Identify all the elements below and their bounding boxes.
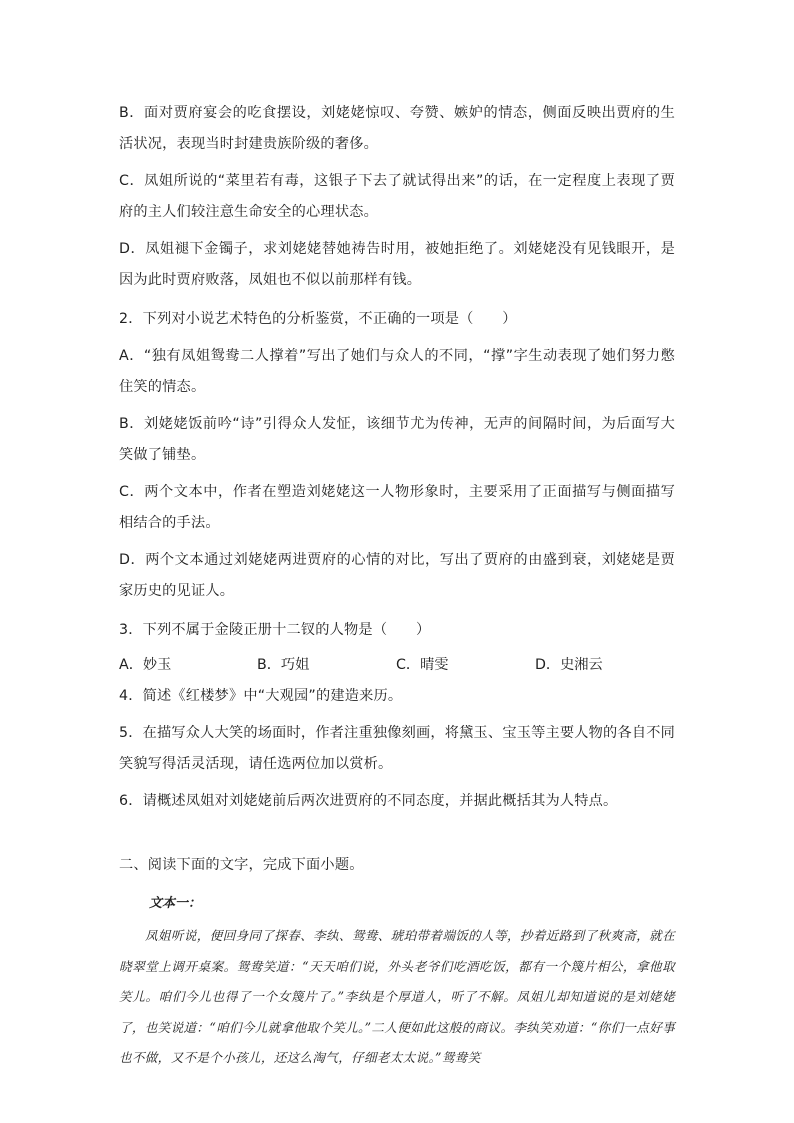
q1-option-b: B．面对贾府宴会的吃食摆设，刘姥姥惊叹、夸赞、嫉妒的情态，侧面反映出贾府的生活状况，表现当时封建贵族阶级的奢侈。 [119, 105, 675, 152]
q3-options [119, 650, 675, 681]
question-5: 5．在描写众人大笑的场面时，作者注重独像刻画，将黛玉、宝玉等主要人物的各自不同笑貌写得活灵活现，请任选两位加以赏析。 [119, 725, 675, 772]
section-2-heading: 二、阅读下面的文字，完成下面小题。 [119, 857, 364, 873]
question-4: 4．简述《红楼梦》中“大观园”的建造来历。 [119, 688, 403, 704]
text-1-label: 文本一： [149, 896, 202, 911]
q3-option-c: C．晴雯 [396, 657, 449, 673]
q3-option-d: D．史湘云 [535, 657, 603, 673]
question-6: 6．请概述凤姐对刘姥姥前后两次进贾府的不同态度，并据此概括其为人特点。 [119, 793, 618, 809]
q3-option-b: B．巧姐 [257, 657, 310, 673]
q1-option-d: D．凤姐褪下金镯子，求刘姥姥替她祷告时用，被她拒绝了。刘姥姥没有见钱眼开，是因为此时贾府败落，凤姐也不似以前那样有钱。 [119, 241, 675, 288]
q2-option-d: D．两个文本通过刘姥姥两进贾府的心情的对比，写出了贾府的由盛到衰，刘姥姥是贾家历史的见证人。 [119, 552, 675, 599]
question-3: 3．下列不属于金陵正册十二钗的人物是（ ） [119, 622, 431, 638]
q2-option-a: A．“独有凤姐鸳鸯二人撑着”写出了她们与众人的不同，“撑”字生动表现了她们努力憋住笑的情态。 [119, 348, 675, 395]
q1-option-c: C．凤姐所说的“菜里若有毒，这银子下去了就试得出来”的话，在一定程度上表现了贾府的主人们较注意生命安全的心理状态。 [119, 173, 675, 220]
question-2: 2．下列对小说艺术特色的分析鉴赏，不正确的一项是（ ） [119, 311, 517, 327]
text-1-passage: 凤姐听说，便回身同了探春、李纨、鸳鸯、琥珀带着端饭的人等，抄着近路到了秋爽斋，就在晓翠堂上调开桌案。鸳鸯笑道：“天天咱们说，外头老爷们吃酒吃饭，都有一个篾片相公，拿他取笑儿。咱们今儿也得了一个女篾片了。”李纨是个厚道人，听了不解。凤姐儿却知道说的是刘姥姥了，也笑说道：“咱们今儿就拿他取个笑儿。”二人便如此这般的商议。李纨笑劝道：“你们一点好事也不做，又不是个小孩儿，还这么淘气，仔细老太太说。”鸳鸯笑 [119, 928, 675, 1066]
q3-option-a: A．妙玉 [119, 657, 172, 673]
q2-option-b: B．刘姥姥饭前吟“诗”引得众人发怔，该细节尤为传神，无声的间隔时间，为后面写大笑做了铺垫。 [119, 416, 675, 463]
exam-page [119, 98, 675, 1074]
q2-option-c: C．两个文本中，作者在塑造刘姥姥这一人物形象时，主要采用了正面描写与侧面描写相结合的手法。 [119, 484, 675, 531]
